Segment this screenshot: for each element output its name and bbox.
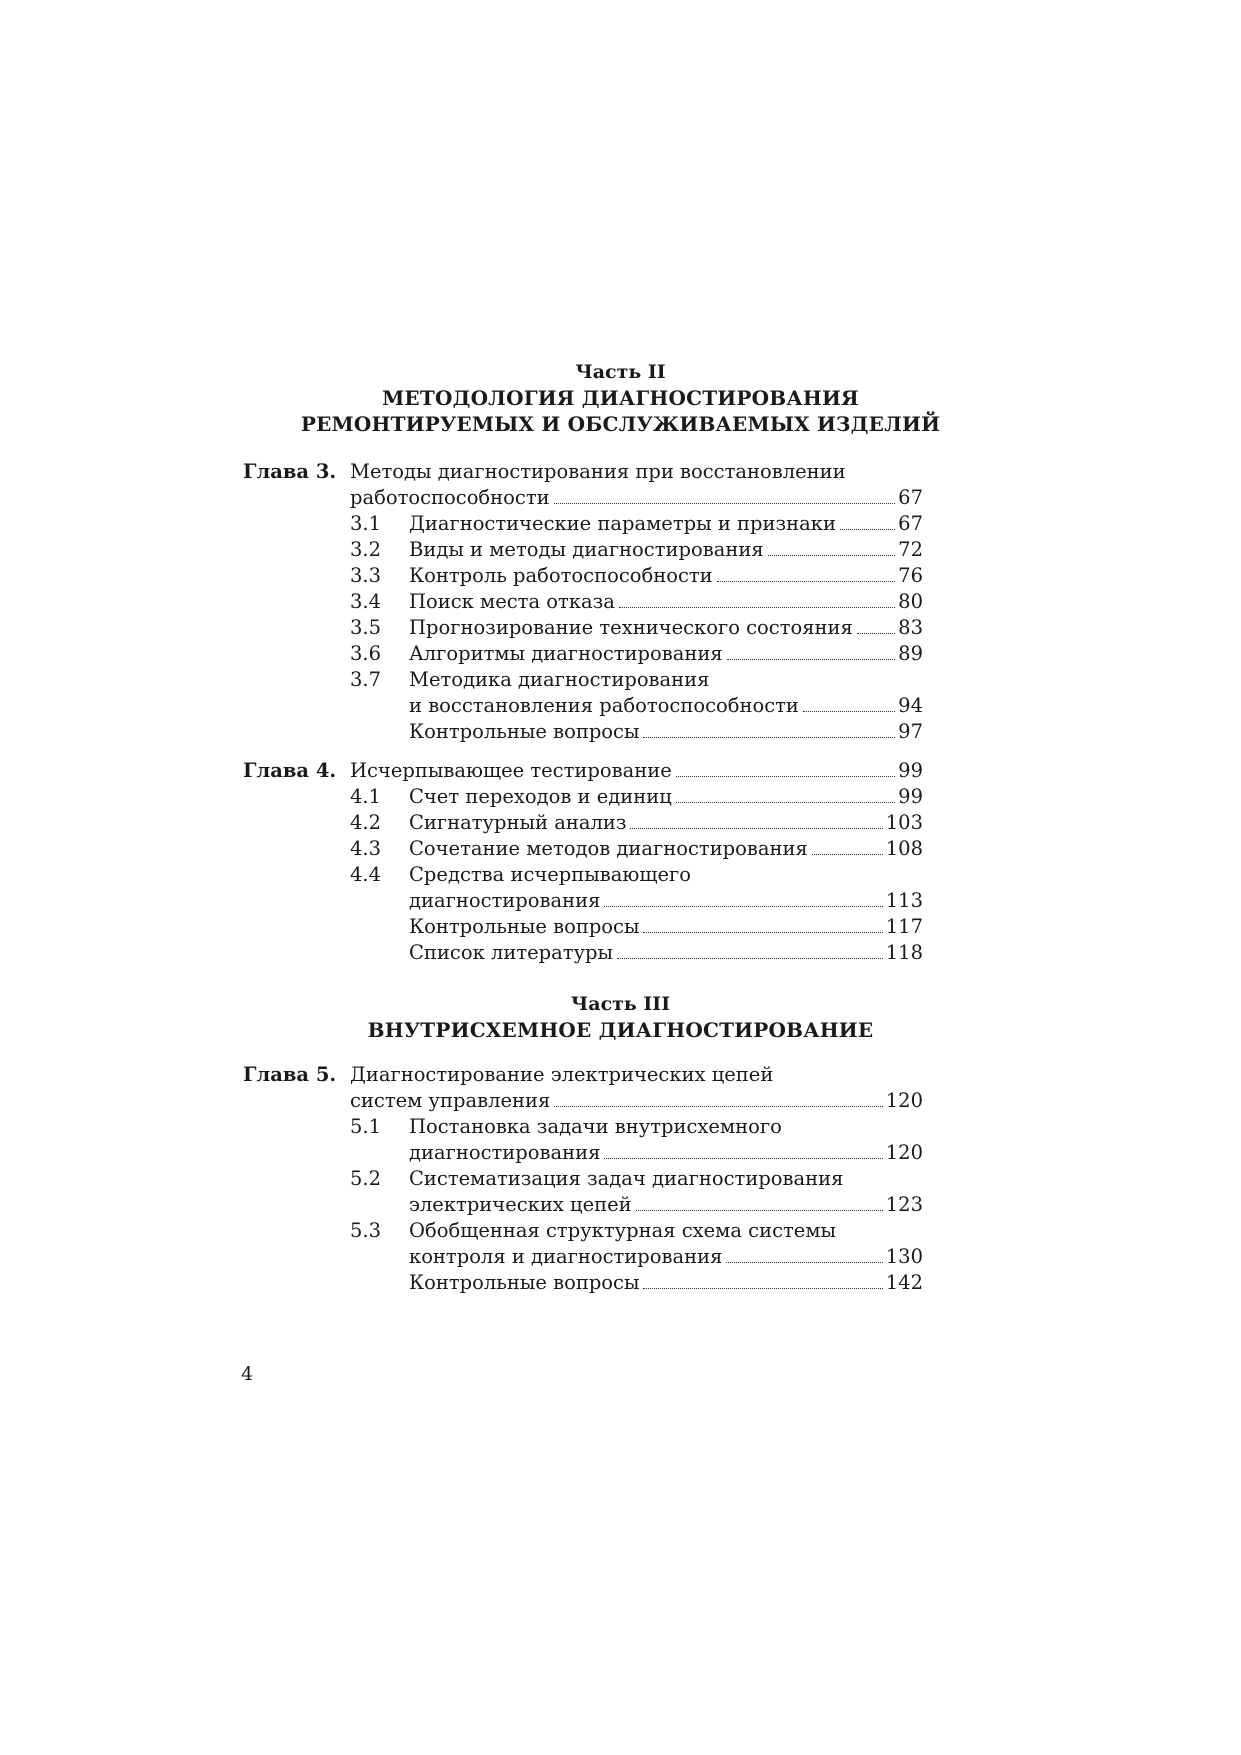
toc-row: [243, 1088, 923, 1114]
section-number: 3.2: [350, 538, 382, 561]
chapter-5: [243, 1062, 923, 1296]
leader-dots: [803, 711, 895, 712]
leader-dots: [717, 581, 896, 582]
part-3-heading: [0, 991, 1241, 1043]
toc-row: [243, 914, 923, 940]
page-ref: 118: [885, 941, 923, 964]
section-number: 3.6: [350, 642, 382, 665]
page-ref: 142: [885, 1271, 923, 1294]
chapter-3-title-line2: работоспособности: [350, 486, 550, 509]
section-title: Прогнозирование технического состояния: [409, 616, 853, 639]
section-number: 3.4: [350, 590, 382, 613]
part-2-label: Часть II: [575, 361, 666, 383]
toc-row: [243, 784, 923, 810]
section-title: Алгоритмы диагностирования: [409, 642, 723, 665]
section-title-line2: диагностирования: [409, 889, 601, 912]
part-2-title-line2: РЕМОНТИРУЕМЫХ И ОБСЛУЖИВАЕМЫХ ИЗДЕЛИЙ: [300, 412, 941, 436]
toc-row: [243, 888, 923, 914]
toc-row: [243, 810, 923, 836]
toc-row: [243, 1166, 923, 1192]
leader-dots: [812, 854, 883, 855]
toc-row: [243, 1244, 923, 1270]
chapter-3: [243, 459, 923, 745]
toc-row: [243, 940, 923, 966]
toc-row: [243, 511, 923, 537]
section-title: Счет переходов и единиц: [409, 785, 672, 808]
section-title-line2: электрических цепей: [409, 1193, 632, 1216]
leader-dots: [676, 776, 895, 777]
section-title-line1: Систематизация задач диагностирования: [409, 1167, 844, 1190]
leader-dots: [554, 1106, 882, 1107]
section-number: 3.5: [350, 616, 382, 639]
chapter-5-label: Глава 5.: [243, 1063, 337, 1086]
page-ref: 130: [885, 1245, 923, 1268]
section-title-line1: Обобщенная структурная схема системы: [409, 1219, 837, 1242]
chapter-4-label: Глава 4.: [243, 759, 337, 782]
leader-dots: [857, 633, 895, 634]
page-ref: 120: [885, 1141, 923, 1164]
section-title: Сочетание методов диагностирования: [409, 837, 808, 860]
section-title-line1: Постановка задачи внутрисхемного: [409, 1115, 782, 1138]
page-ref: 108: [885, 837, 923, 860]
page-ref: 117: [885, 915, 923, 938]
chapter-4: [243, 758, 923, 966]
page-ref: 97: [898, 720, 923, 743]
toc-row: [243, 836, 923, 862]
section-number: 4.2: [350, 811, 382, 834]
section-number: 5.2: [350, 1167, 382, 1190]
leader-dots: [643, 1288, 882, 1289]
toc-row: [243, 1140, 923, 1166]
toc-row: [243, 1218, 923, 1244]
section-title-line2: контроля и диагностирования: [409, 1245, 723, 1268]
leader-dots: [554, 503, 896, 504]
toc-row: [243, 537, 923, 563]
page-ref: 67: [898, 486, 923, 509]
toc-row: [243, 615, 923, 641]
section-title-line2: диагностирования: [409, 1141, 601, 1164]
section-title: Диагностические параметры и признаки: [409, 512, 836, 535]
leader-dots: [636, 1210, 883, 1211]
toc-row: [243, 1270, 923, 1296]
page-ref: 80: [898, 590, 923, 613]
page-ref: 99: [898, 759, 923, 782]
page-ref: 67: [898, 512, 923, 535]
leader-dots: [726, 1262, 882, 1263]
section-title-line1: Средства исчерпывающего: [409, 863, 692, 886]
toc-row: [243, 667, 923, 693]
section-title: Сигнатурный анализ: [409, 811, 627, 834]
literature-title: Список литературы: [409, 941, 614, 964]
toc-row: [243, 641, 923, 667]
questions-title: Контрольные вопросы: [409, 915, 640, 938]
section-title-line2: и восстановления работоспособности: [409, 694, 799, 717]
leader-dots: [643, 737, 895, 738]
toc-row: [243, 1192, 923, 1218]
leader-dots: [630, 828, 882, 829]
part-3-title: ВНУТРИСХЕМНОЕ ДИАГНОСТИРОВАНИЕ: [367, 1018, 874, 1042]
toc-row: [243, 862, 923, 888]
chapter-4-title: Исчерпывающее тестирование: [350, 759, 672, 782]
leader-dots: [768, 555, 896, 556]
section-number: 5.1: [350, 1115, 382, 1138]
section-number: 4.1: [350, 785, 382, 808]
leader-dots: [604, 906, 882, 907]
page-ref: 76: [898, 564, 923, 587]
page-number: 4: [241, 1363, 254, 1385]
part-2-title-line1: МЕТОДОЛОГИЯ ДИАГНОСТИРОВАНИЯ: [382, 386, 859, 410]
page-ref: 83: [898, 616, 923, 639]
section-number: 3.3: [350, 564, 382, 587]
toc-row: [243, 589, 923, 615]
section-title: Виды и методы диагностирования: [409, 538, 764, 561]
page-ref: 72: [898, 538, 923, 561]
section-number: 4.4: [350, 863, 382, 886]
questions-title: Контрольные вопросы: [409, 720, 640, 743]
leader-dots: [840, 529, 895, 530]
section-number: 3.7: [350, 668, 382, 691]
toc-row: [243, 1062, 923, 1088]
part-2-heading: [0, 359, 1241, 437]
section-title: Поиск места отказа: [409, 590, 615, 613]
leader-dots: [617, 958, 883, 959]
chapter-3-label: Глава 3.: [243, 460, 337, 483]
page-ref: 120: [885, 1089, 923, 1112]
section-number: 5.3: [350, 1219, 382, 1242]
section-number: 4.3: [350, 837, 382, 860]
toc-row: [243, 485, 923, 511]
leader-dots: [643, 932, 882, 933]
section-number: 3.1: [350, 512, 382, 535]
part-3-label: Часть III: [570, 993, 671, 1015]
leader-dots: [727, 659, 895, 660]
chapter-5-title-line1: Диагностирование электрических цепей: [350, 1063, 774, 1086]
page-ref: 123: [885, 1193, 923, 1216]
questions-title: Контрольные вопросы: [409, 1271, 640, 1294]
toc-row: [243, 459, 923, 485]
section-title-line1: Методика диагностирования: [409, 668, 710, 691]
page-ref: 94: [898, 694, 923, 717]
chapter-5-title-line2: систем управления: [350, 1089, 551, 1112]
section-title: Контроль работоспособности: [409, 564, 713, 587]
toc-row: [243, 563, 923, 589]
chapter-3-title-line1: Методы диагностирования при восстановлении: [350, 460, 846, 483]
leader-dots: [604, 1158, 882, 1159]
leader-dots: [619, 607, 895, 608]
leader-dots: [676, 802, 895, 803]
page-ref: 113: [885, 889, 923, 912]
page-ref: 99: [898, 785, 923, 808]
toc-row: [243, 693, 923, 719]
page-ref: 103: [885, 811, 923, 834]
page-ref: 89: [898, 642, 923, 665]
toc-row: [243, 1114, 923, 1140]
toc-row: [243, 719, 923, 745]
toc-row: [243, 758, 923, 784]
